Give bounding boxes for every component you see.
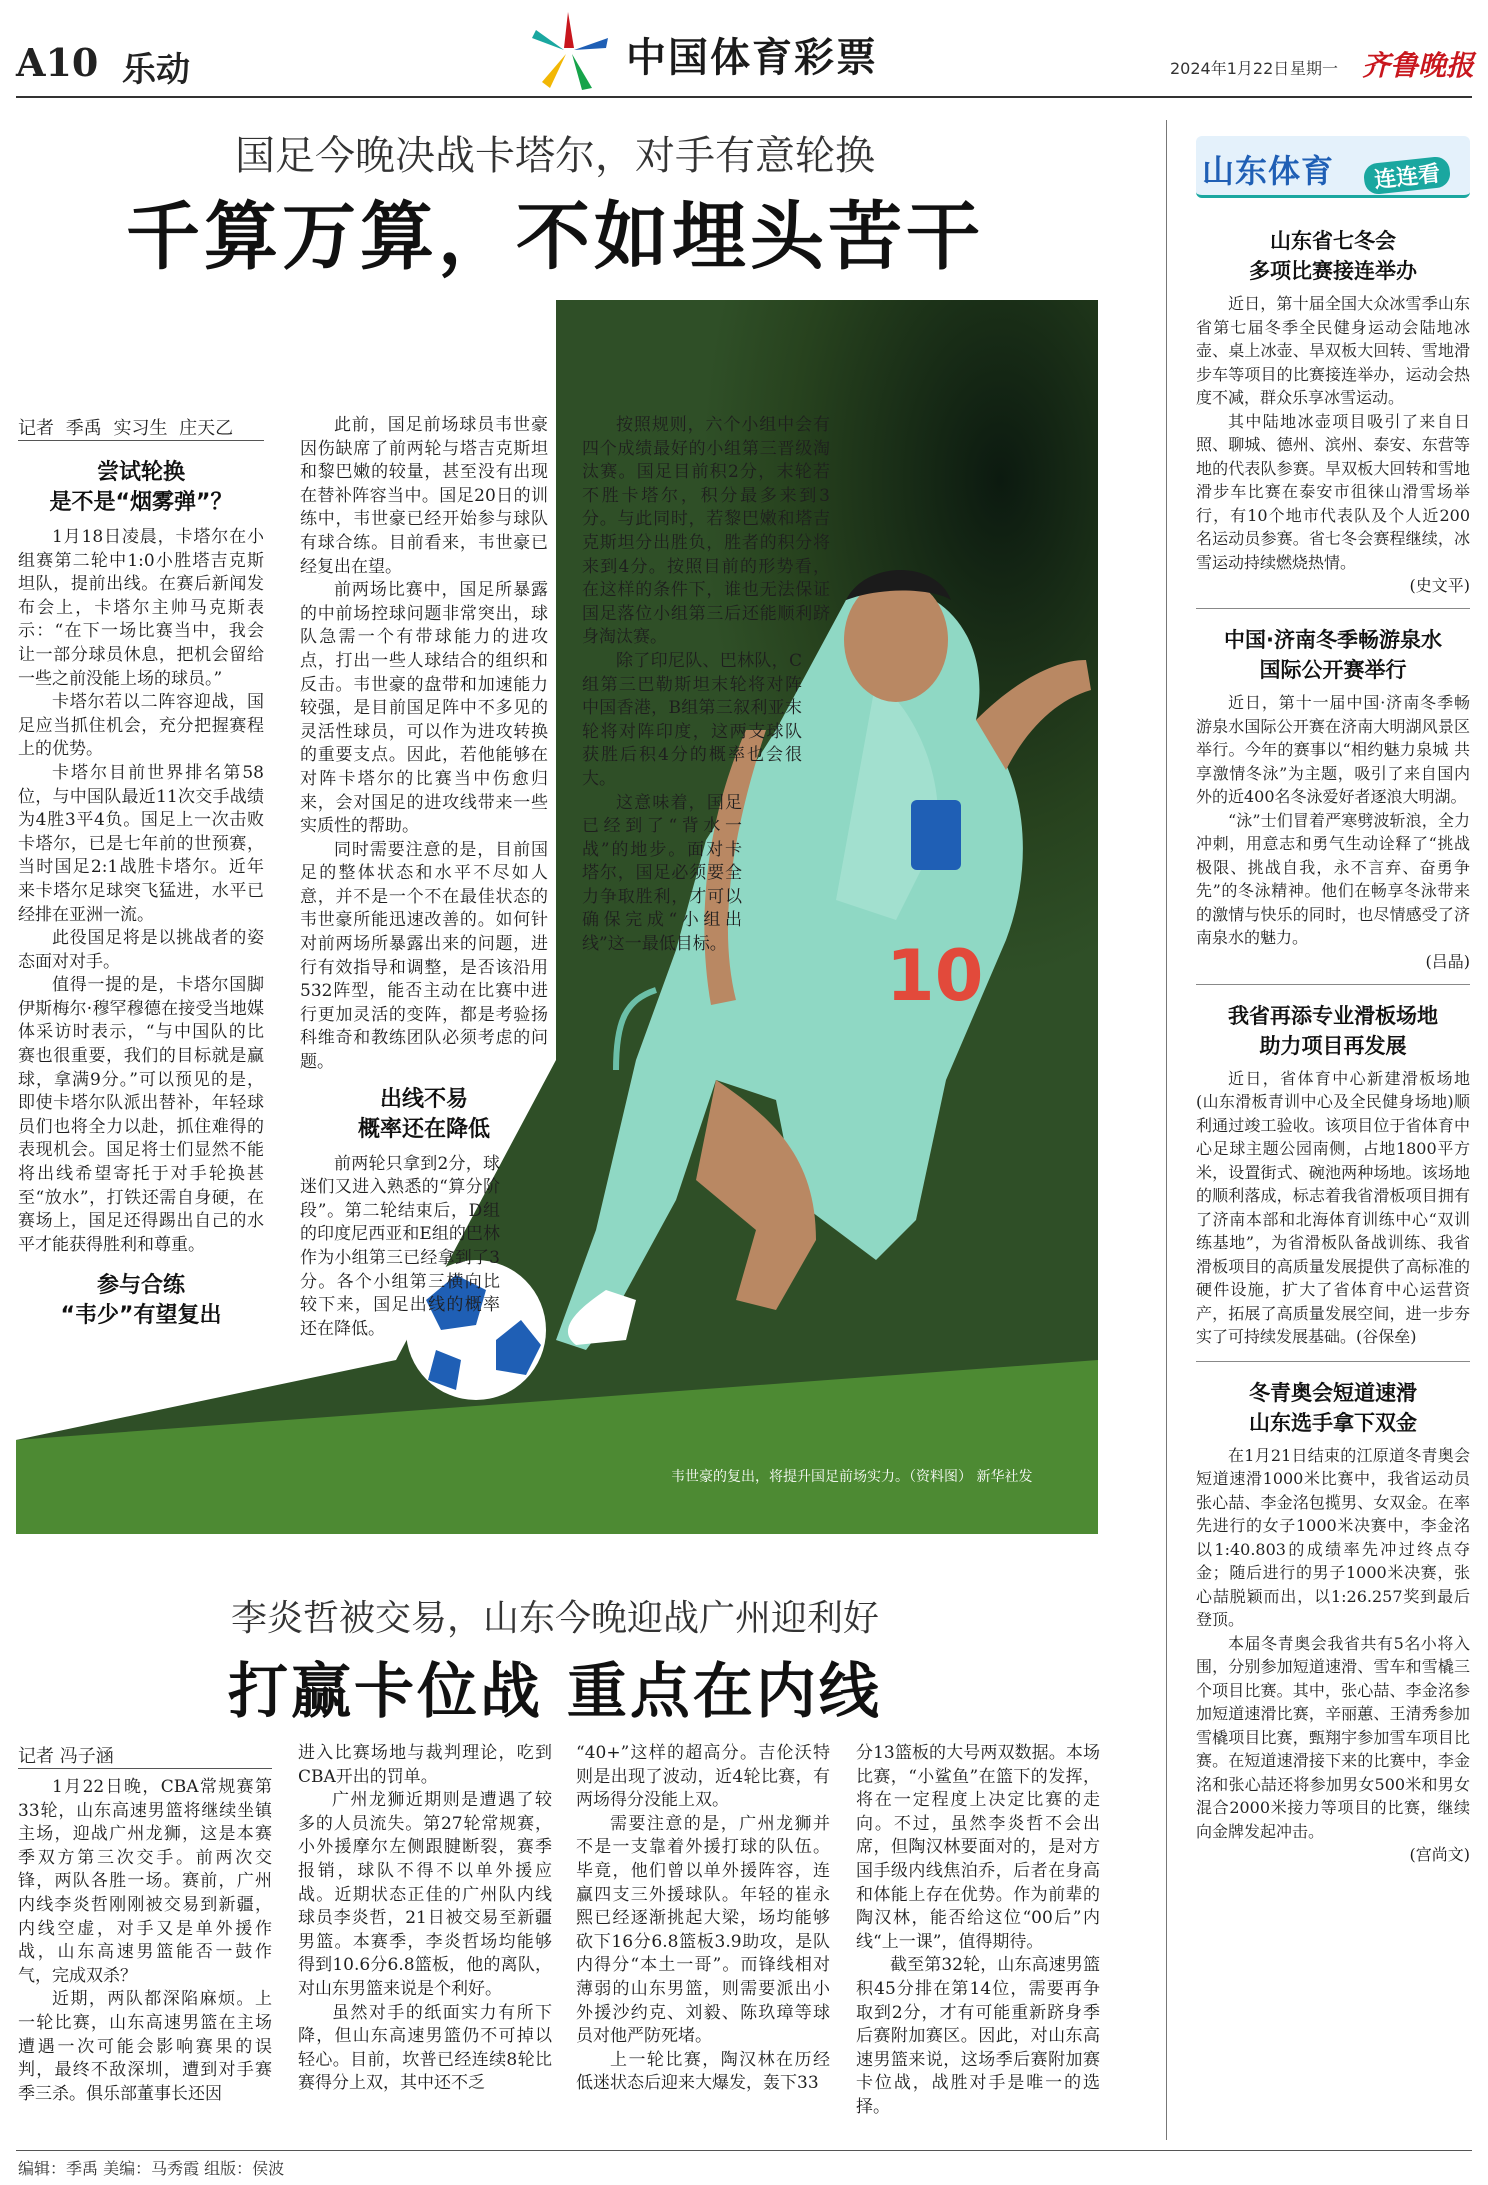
story2-headline: 打赢卡位战 重点在内线: [228, 1657, 882, 1727]
sidebar-banner: [1196, 136, 1470, 198]
paragraph: 在1月21日结束的江原道冬青奥会短道速滑1000米比赛中，我省运动员张心喆、李金洺包揽男、女双金。在率先进行的女子1000米决赛中，李金洺以1:40.803的成绩率先冲过终点夺金；随后进行的男子1000米决赛，张心喆脱颖而出，以1:26.257奖到最后登顶。: [1196, 1445, 1470, 1629]
sidebar: [1196, 136, 1470, 1867]
brand-title: 中国体育彩票: [626, 35, 878, 81]
paragraph: 本届冬青奥会我省共有5名小将入围，分别参加短道速滑、雪车和雪橇三个项目比赛。其中，张心喆、李金洺参加短道速滑比赛，辛丽蕙、王清秀参加雪橇项目比赛，甄翔宇参加雪车项目比赛。在短道速滑接下来的比赛中，李金洺和张心喆还将参加男女500米和男女混合2000米接力等项目的比赛，继续向金牌发起冲击。: [1196, 1633, 1470, 1841]
paragraph: 卡塔尔若以二阵容迎战，国足应当抓住机会，充分把握赛程上的优势。: [18, 692, 264, 760]
story1-headline: 千算万算，不如埋头苦干: [126, 194, 984, 280]
paragraph: 卡塔尔目前世界排名第58位，与中国队最近11次交手战绩为4胜3平4负。国足上一次击败卡塔尔，已是七年前的世预赛，当时国足2:1战胜卡塔尔。近年来卡塔尔足球突飞猛进，水平已经排在亚洲一流。: [18, 762, 264, 925]
paragraph: 这意味着，国足已经到了“背水一战”的地步。面对卡塔尔，国足必须要全力争取胜利，才可以确保完成“小组出线”这一最低目标。: [582, 792, 742, 955]
paragraph: 同时需要注意的是，目前国足的整体状态和水平不尽如人意，并不是一个不在最佳状态的韦世豪所能迅速改善的。如何针对前两场所暴露出来的问题，进行有效指导和调整，是否该沿用532阵型，能否主动在比赛中进行更加灵活的变阵，都是考验扬科维奇和教练团队必须考虑的问题。: [300, 839, 548, 1073]
divider: [1196, 1361, 1470, 1362]
paragraph: 除了印尼队、巴林队，C组第三巴勒斯坦末轮将对阵中国香港，B组第三叙利亚末轮将对阵印度，这两支球队获胜后积4分的概率也会很大。: [582, 650, 802, 789]
section-name: 乐动: [122, 50, 190, 90]
paragraph: 近日，省体育中心新建滑板场地(山东滑板青训中心及全民健身场地)顺利通过竣工验收。该项目位于省体育中心足球主题公园南侧，占地1800平方米，设置街式、碗池两种场地。该场地的顺利落成，标志着我省滑板项目拥有了济南本部和北海体育训练中心“双训练基地”，为省滑板队备战训练、我省滑板项目的高质量发展提供了高标准的硬件设施，扩大了省体育中心运营资产，拓展了高质量发展空间，进一步夯实了可持续发展基础。(谷保垒): [1196, 1068, 1470, 1346]
header-rule: [16, 96, 1472, 98]
footer-credits: 编辑：季禹 美编：马秀霞 组版：侯波: [18, 2159, 285, 2178]
paragraph: 近日，第十届全国大众冰雪季山东省第七届冬季全民健身运动会陆地冰壶、桌上冰壶、旱双板大回转、雪地滑步车等项目的比赛接连举办，运动会热度不减，群众乐享冰雪运动。: [1196, 294, 1470, 407]
sidebar-item: [1196, 1001, 1470, 1349]
paragraph: 需要注意的是，广州龙狮并不是一支靠着外援打球的队伍。毕竟，他们曾以单外援阵容，连赢四支三外援球队。年轻的崔永熙已经逐渐挑起大梁，场均能够砍下16分6.8篮板3.9助攻，是队内得分“本土一哥”。而锋线相对薄弱的山东男篮，则需要派出小外援沙约克、刘毅、陈玖璋等球员对他严防死堵。: [576, 1813, 830, 2047]
page-header: [0, 0, 1488, 100]
sidebar-item: [1196, 1378, 1470, 1868]
sidebar-item-body: [1196, 691, 1470, 950]
paragraph: 前两场比赛中，国足所暴露的中前场控球问题非常突出，球队急需一个有带球能力的进攻点，打出一些人球结合的组织和反击。韦世豪的盘带和加速能力较强，是目前国足阵中不多见的灵活性球员，可以作为进攻转换的重要支点。因此，若他能够在对阵卡塔尔的比赛当中伤愈归来，会对国足的进攻线带来一些实质性的帮助。: [300, 580, 548, 837]
paragraph: 1月18日凌晨，卡塔尔在小组赛第二轮中1:0小胜塔吉克斯坦队，提前出线。在赛后新闻发布会上，卡塔尔主帅马克斯表示：“在下一场比赛当中，我会让一部分球员休息，把机会留给一些之前没能上场的球员。”: [18, 527, 264, 689]
byline-rule-2: [18, 1768, 272, 1769]
paragraph: 广州龙狮近期则是遭遇了较多的人员流失。第27轮常规赛，小外援摩尔左侧跟腱断裂，赛季报销，球队不得不以单外援应战。近期状态正佳的广州队内线球员李炎哲，21日被交易至新疆男篮。本赛季，李炎哲场均能够得到10.6分6.8篮板，他的离队，对山东男篮来说是个利好。: [298, 1790, 552, 1999]
sidebar-title: 山东体育: [1202, 152, 1335, 190]
story2-col2: [298, 1742, 552, 2096]
column-divider: [1166, 120, 1167, 2140]
sidebar-item-title: 我省再添专业滑板场地 助力项目再发展: [1228, 1003, 1438, 1058]
paragraph: 此前，国足前场球员韦世豪因伤缺席了前两轮与塔吉克斯坦和黎巴嫩的较量，甚至没有出现在替补阵容当中。国足20日的训练中，韦世豪已经开始参与球队有球合练。目前看来，韦世豪已经复出在望。: [300, 415, 548, 577]
jersey-number: 10: [886, 935, 984, 1017]
paragraph: 1月22日晚，CBA常规赛第33轮，山东高速男篮将继续坐镇主场，迎战广州龙狮，这是本赛季双方第三次交手。前两次交锋，两队各胜一场。赛前，广州内线李炎哲刚刚被交易到新疆，内线空虚，对手又是单外援作战，山东高速男篮能否一鼓作气，完成双杀？: [18, 1777, 272, 1986]
story2-col1: [18, 1776, 272, 2106]
paragraph: 其中陆地冰壶项目吸引了来自日照、聊城、德州、滨州、泰安、东营等地的代表队参赛。旱双板大回转和雪地滑步车比赛在泰安市徂徕山滑雪场举行，有10个地市代表队及个人近200名运动员参赛。省七冬会赛程继续，冰雪运动持续燃烧热情。: [1196, 411, 1470, 572]
divider: [1196, 984, 1470, 985]
paragraph: 按照规则，六个小组中会有四个成绩最好的小组第三晋级淘汰赛。国足目前积2分，末轮若不胜卡塔尔，积分最多来到3分。与此同时，若黎巴嫩和塔吉克斯坦分出胜负，胜者的积分将来到4分。按照目前的形势看，在这样的条件下，谁也无法保证国足落位小组第三后还能顺利跻身淘汰赛。: [582, 415, 830, 648]
story1-kicker: 国足今晚决战卡塔尔，对手有意轮换: [235, 133, 875, 179]
sidebar-item-body: [1196, 1444, 1470, 1844]
story1-subhead-2: 参与合练 “韦少”有望复出: [60, 1273, 222, 1329]
paragraph: 前两轮只拿到2分，球迷们又进入熟悉的“算分阶段”。第二轮结束后，D组的印度尼西亚和E组的巴林作为小组第三已经拿到了3分。各个小组第三横向比较下来，国足出线的概率还在降低。: [300, 1153, 500, 1339]
sidebar-item: [1196, 625, 1470, 974]
newspaper-logo: 齐鲁晚报: [1362, 49, 1475, 82]
sidebar-badge: 连连看: [1363, 156, 1452, 196]
story1-subhead-1: 尝试轮换 是不是“烟雾弹”？: [49, 460, 233, 515]
page-number: A10: [16, 40, 99, 85]
sidebar-item-author: (史文平): [1409, 576, 1470, 595]
paragraph: 上一轮比赛，陶汉林在历经低迷状态后迎来大爆发，轰下33: [576, 2049, 830, 2094]
sidebar-item-title: 中国·济南冬季畅游泉水 国际公开赛举行: [1224, 628, 1442, 682]
story1-byline: 记者 季禹 实习生 庄天乙: [18, 418, 234, 439]
story1-col2: [300, 414, 548, 1341]
story2-col4: [856, 1742, 1100, 2120]
sidebar-item-body: [1196, 292, 1470, 574]
divider: [1196, 608, 1470, 609]
paragraph: 值得一提的是，卡塔尔国脚伊斯梅尔·穆罕穆德在接受当地媒体采访时表示，“与中国队的比赛也很重要，我们的目标就是赢球，拿满9分。”可以预见的是，即使卡塔尔队派出替补，年轻球员们也将全力以赴，抓住难得的表现机会。国足将士们显然不能将出线希望寄托于对手轮换甚至“放水”，打铁还需自身硬，在赛场上，国足还得踢出自己的水平才能获得胜利和尊重。: [18, 975, 264, 1255]
paragraph: 近期，两队都深陷麻烦。上一轮比赛，山东高速男篮在主场遭遇一次可能会影响赛果的误判，最终不敌深圳，遭到对手赛季三杀。俱乐部董事长还因: [18, 1989, 272, 2104]
issue-date: 2024年1月22日: [1170, 59, 1290, 78]
paragraph: 近日，第十一届中国·济南冬季畅游泉水国际公开赛在济南大明湖风景区举行。今年的赛事以“相约魅力泉城 共享激情冬泳”为主题，吸引了来自国内外的近400名冬泳爱好者逐浪大明湖。: [1196, 693, 1470, 806]
paragraph: “40+”这样的超高分。吉伦沃特则是出现了波动，近4轮比赛，有两场得分没能上双。: [576, 1743, 830, 1811]
issue-weekday: 星期一: [1290, 59, 1339, 78]
sidebar-item-author: (宫尚文): [1409, 1845, 1470, 1864]
paragraph: “泳”士们冒着严寒劈波斩浪，全力冲刺，用意志和勇气生动诠释了“挑战极限、挑战自我，永不言弃、奋勇争先”的冬泳精神。他们在畅享冬泳带来的激情与快乐的同时，也尽情感受了济南泉水的魅力。: [1196, 810, 1470, 947]
sidebar-item-author: (吕晶): [1425, 951, 1470, 971]
paragraph: 虽然对手的纸面实力有所下降，但山东高速男篮仍不可掉以轻心。目前，坎普已经连续8轮比赛得分上双，其中还不乏: [298, 2002, 552, 2094]
byline-rule: [18, 440, 264, 441]
sidebar-item-title: 冬青奥会短道速滑 山东选手拿下双金: [1249, 1380, 1417, 1435]
photo-caption: 韦世豪的复出，将提升国足前场实力。（资料图） 新华社发: [671, 1469, 1033, 1485]
story2-kicker: 李炎哲被交易，山东今晚迎战广州迎利好: [230, 1598, 879, 1639]
paragraph: 此役国足将是以挑战者的姿态面对对手。: [18, 928, 264, 972]
story2-byline: 记者 冯子涵: [18, 1746, 114, 1767]
paragraph: 分13篮板的大号两双数据。本场比赛，“小鲨鱼”在篮下的发挥，将在一定程度上决定比赛的走向。不过，虽然李炎哲不会出席，但陶汉林要面对的，是对方国手级内线焦泊乔，后者在身高和体能上存在优势。作为前辈的陶汉林，能否给这位“00后”内线“上一课”，值得期待。: [856, 1743, 1100, 1952]
story1-subhead-3: 出线不易 概率还在降低: [357, 1086, 490, 1142]
story1-col1: [18, 448, 264, 1339]
story1-col3: [582, 414, 830, 957]
footer-rule: [16, 2150, 1472, 2151]
sidebar-item-body: [1196, 1067, 1470, 1349]
sidebar-item: [1196, 226, 1470, 598]
lottery-logo-icon: [528, 8, 612, 92]
paragraph: 进入比赛场地与裁判理论，吃到CBA开出的罚单。: [298, 1743, 552, 1787]
story2-col3: [576, 1742, 830, 2096]
paragraph: 截至第32轮，山东高速男篮积45分排在第14位，需要再争取到2分，才有可能重新跻身季后赛附加赛区。因此，对山东高速男篮来说，这场季后赛附加赛卡位战，战胜对手是唯一的选择。: [856, 1955, 1100, 2117]
sidebar-item-title: 山东省七冬会 多项比赛接连举办: [1249, 229, 1417, 283]
